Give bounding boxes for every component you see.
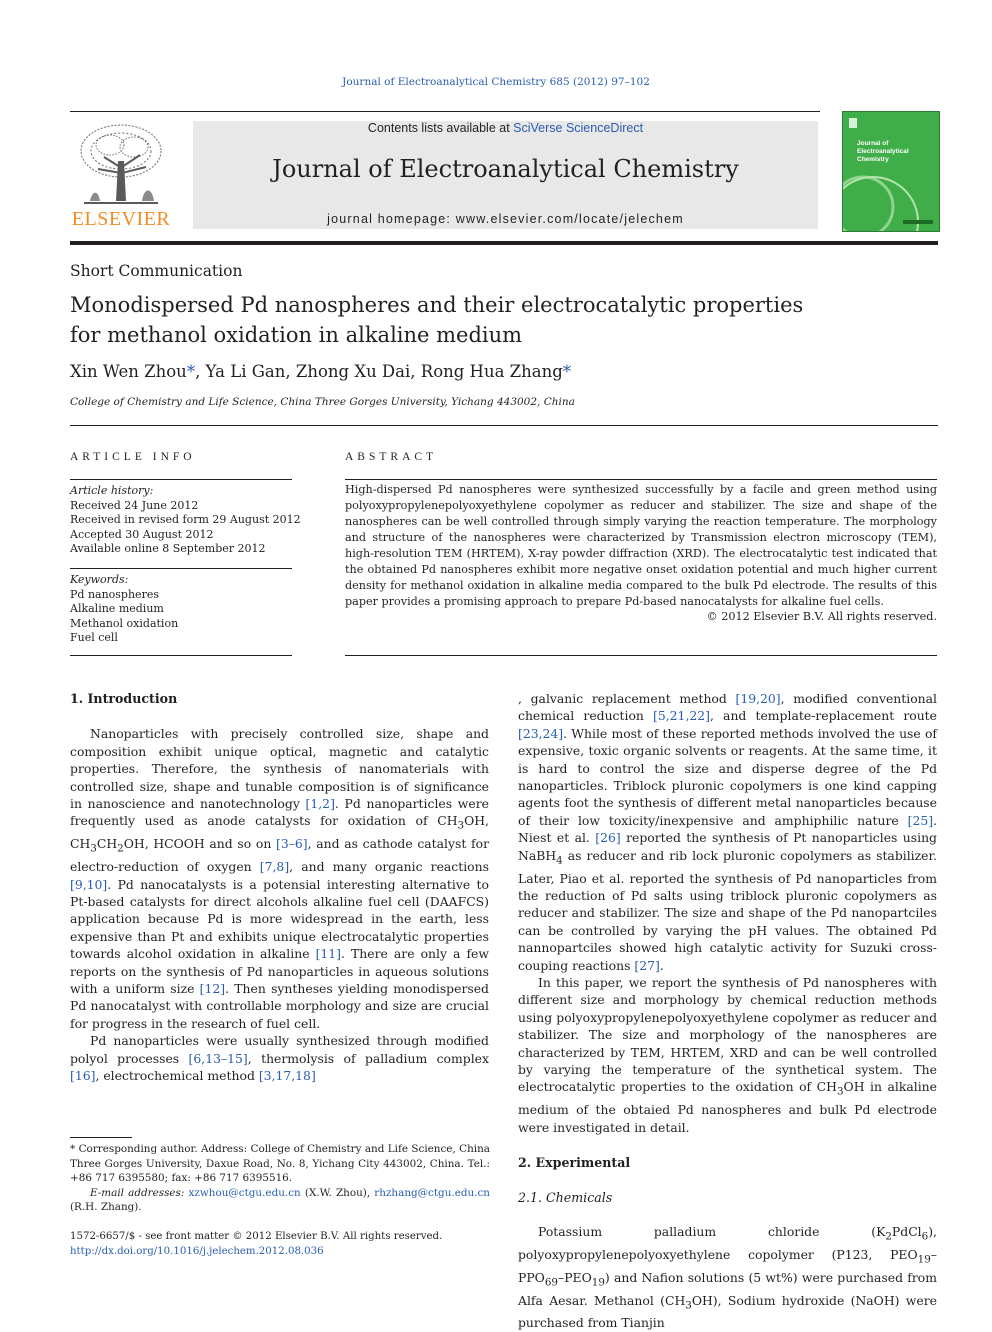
keyword: Pd nanospheres [70, 587, 159, 601]
contents-line [193, 121, 818, 135]
title-rule [70, 425, 938, 426]
history-item: Accepted 30 August 2012 [70, 527, 214, 541]
history-item: Received in revised form 29 August 2012 [70, 513, 301, 526]
corresponding-author-link[interactable]: * [186, 362, 196, 381]
article-title-line-1: Monodispersed Pd nanospheres and their electrocatalytic properties [70, 293, 804, 317]
keyword: Methanol oxidation [70, 616, 179, 630]
reference-link[interactable]: [26] [595, 830, 621, 846]
history-item: Available online 8 September 2012 [70, 542, 266, 555]
article-title [70, 290, 830, 350]
reference-link[interactable]: [27] [634, 957, 660, 973]
info-rule-3 [70, 655, 292, 656]
issn-line: 1572-6657/$ - see front matter © 2012 Elsevier B.V. All rights reserved. [70, 1231, 443, 1242]
body-left-column [70, 690, 489, 1084]
contents-prefix: Contents lists available at [367, 121, 514, 135]
journal-title: Journal of Electroanalytical Chemistry [272, 155, 739, 183]
section-heading-introduction: 1. Introduction [70, 691, 178, 706]
abstract-heading: ABSTRACT [345, 451, 438, 463]
front-matter-info [70, 1230, 442, 1259]
doi-link[interactable]: http://dx.doi.org/10.1016/j.jelechem.2012.08.036 [70, 1245, 324, 1257]
paragraph: In this paper, we report the synthesis of Pd nanospheres with different size and morphology by chemical reduction methods using polyoxypropylenepolyoxyethylene copolymer as reducer and stabilizer. The size and morphology of the nanospheres are characterized by TEM, HRTEM, XRD and can be well controlled by varying the temperature of the synthetical system. The electrocatalytic properties to the oxidation of $CH_3OH$ in alkaline medium of the obtaied Pd nanospheres and bulk Pd electrode were investigated in detail. [518, 974, 937, 1135]
abstract-rule-bottom [345, 655, 937, 656]
paragraph: Nanoparticles with precisely controlled size, shape and composition exhibit unique optical, magnetic and catalytic properties. Therefore, the synthesis of nanomaterials with controlled size, shape and tunable composition is of significance in nanoscience and nanotechnology [1,2]. Pd nanoparticles were frequently used as anode catalysts for oxidation of $CH_3OH$, $CH_3CH_2OH$, HCOOH and so on [3–6], and as cathode catalyst for electro-reduction of oxygen [7,8], and many organic reactions [9,10]. Pd nanocatalysts is a potensial interesting alternative to Pt-based catalysts for direct alcohols alkaline fuel cell (DAAFCS) application because Pd is more widespread in the earth, less expensive than Pt and exhibits unique electrocatalytic properties towards alcohol oxidation in alkaline [11]. There are only a few reports on the synthesis of Pd nanoparticles in aqueous solutions with a uniform size [12]. Then syntheses yielding monodispersed Pd nanocatalyst with controllable morphology and size are crucial for progress in the research of fuel cell. [70, 726, 490, 1031]
corresponding-author-link-2[interactable]: * [562, 362, 572, 381]
paragraph: Potassium palladium chloride $(K_2PdCl_6)$, polyoxypropylenepolyoxyethylene copolymer (P123, $PEO_{19}-PPO_{69}-PEO_{19}$) and Nafion solutions (5 wt%) were purchased from Alfa Aesar. Methanol $(CH_3OH)$, Sodium hydroxide (NaOH) were purchased from Tianjin [518, 1223, 937, 1331]
article-history [70, 484, 301, 557]
corresponding-author-footnote: * Corresponding author. Address: College of Chemistry and Life Science, China Three Gorges University, Daxue Road, No. 8, Yichang City 443002, China. Tel.: +86 717 6395580; fax: +86 717 6395516. E-mail addresses: xzwhou@ctgu.edu.cn (X.W. Zhou), rhzhang@ctgu.edu.cn (R.H. Zhang). [70, 1143, 490, 1213]
keyword: Fuel cell [70, 631, 118, 644]
affiliation: College of Chemistry and Life Science, China Three Gorges University, Yichang 443002, China [70, 396, 575, 408]
journal-citation[interactable]: Journal of Electroanalytical Chemistry 685 (2012) 97–102 [342, 76, 650, 88]
history-item: Received 24 June 2012 [70, 498, 199, 512]
reference-link[interactable]: [11] [315, 946, 342, 962]
email-label: E-mail addresses: [90, 1186, 185, 1199]
section-heading-experimental: 2. Experimental [518, 1155, 631, 1171]
sciencedirect-link[interactable]: SciVerse ScienceDirect [513, 121, 644, 135]
reference-link[interactable]: [23,24] [518, 725, 564, 741]
keywords [70, 573, 178, 646]
reference-link[interactable]: [3–6] [276, 836, 308, 852]
keywords-label: Keywords: [70, 573, 129, 586]
email-link-zhang[interactable]: rhzhang@ctgu.edu.cn [374, 1186, 490, 1199]
keyword: Alkaline medium [70, 602, 164, 615]
reference-link[interactable]: [3,17,18] [258, 1068, 316, 1084]
header-top-rule [70, 111, 820, 112]
email-link-zhou[interactable]: xzwhou@ctgu.edu.cn [188, 1186, 301, 1199]
footnote-star: * [70, 1143, 76, 1155]
publisher-logo-text: ELSEVIER [71, 208, 171, 230]
reference-link[interactable]: [1,2] [305, 796, 335, 812]
article-title-line-2: for methanol oxidation in alkaline medium [70, 323, 523, 347]
reference-link[interactable]: [6,13–15] [188, 1050, 248, 1066]
abstract-copyright: © 2012 Elsevier B.V. All rights reserved. [706, 610, 937, 623]
reference-link[interactable]: [5,21,22] [653, 708, 710, 724]
header-thick-rule [70, 241, 938, 245]
info-rule-1 [70, 479, 292, 480]
paragraph: Pd nanoparticles were usually synthesized through modified polyol processes [6,13–15], thermolysis of palladium complex [16], electrochemical method [3,17,18] [70, 1033, 489, 1084]
abstract-rule-top [345, 479, 937, 480]
elsevier-tree-logo [70, 121, 172, 209]
reference-link[interactable]: [25] [907, 812, 934, 828]
reference-link[interactable]: [7,8] [259, 859, 290, 875]
subsection-heading-chemicals: 2.1. Chemicals [518, 1189, 613, 1205]
cover-journal-title: Journal of Electroanalytical Chemistry [857, 140, 909, 163]
reference-link[interactable]: [16] [70, 1068, 96, 1084]
reference-link[interactable]: [9,10] [70, 876, 108, 892]
footnote-rule [70, 1137, 132, 1138]
body-right-column [518, 690, 937, 1332]
paragraph-continued: , galvanic replacement method [19,20], modified conventional chemical reduction [5,21,22], and template-replacement route [23,24]. While most of these reported methods involved the use of expensive, toxic organic solvents or reagents. At the same time, it is hard to control the size and disperse degree of the Pd nanoparticles. Triblock pluronic copolymers is one kind capping agents foot the synthesis of different metal nanoparticles because of their low toxicity/inexpensive and amphiphilic nature [25]. Niest et al. [26] reported the synthesis of Pt nanoparticles using NaBH$_4$ as reducer and rib lock pluronic copolymers as stabilizer. Later, Piao et al. reported the synthesis of Pd nanoparticles from the reduction of Pd salts using triblock pluronic copolymers as reducer and stabilizer. The size and shape of the Pd nanopartciles can be controlled by varying the pH values. The obtained Pd nannopartciles showed high catalytic activity for Suzuki cross-couping reactions [27]. [518, 691, 937, 973]
article-info-heading: ARTICLE INFO [70, 451, 196, 463]
journal-cover-image [842, 111, 940, 232]
article-type: Short Communication [70, 262, 243, 280]
abstract-text: High-dispersed Pd nanospheres were synthesized successfully by a facile and green method using polyoxypropylenepolyoxyethylene copolymer as reducer and stabilizer. The size and shape of the nanospheres can be well controlled through simply varying the reaction temperature. The morphology and structure of the nanospheres were characterized by Transmission electron microscopy (TEM), high-resolution TEM (HRTEM), X-ray powder diffraction (XRD). The electrocatalytic test indicated that the obtained Pd nanospheres exhibit more negative onset oxidation potential and much higher current density for methanol oxidation in alkaline media compared to the bulk Pd electrode. The results of this paper provides a promising approach to prepare Pd-based nanocatalysts for alkaline fuel cells. [345, 483, 937, 608]
info-rule-2 [70, 568, 292, 569]
author-list [70, 362, 571, 381]
journal-homepage[interactable]: journal homepage: www.elsevier.com/locate/jelechem [327, 212, 684, 226]
author-zhou: Xin Wen Zhou [70, 362, 187, 381]
co-authors: , Ya Li Gan, Zhong Xu Dai, Rong Hua Zhang [195, 362, 563, 381]
reference-link[interactable]: [12] [199, 981, 226, 997]
history-label: Article history: [70, 484, 154, 497]
reference-link[interactable]: [19,20] [735, 691, 781, 706]
footnote-address: Corresponding author. Address: College of Chemistry and Life Science, China Three Gorges University, Daxue Road, No. 8, Yichang City 443002, China. Tel.: +86 717 6395580; fax: +86 717 6395516. [70, 1143, 490, 1184]
